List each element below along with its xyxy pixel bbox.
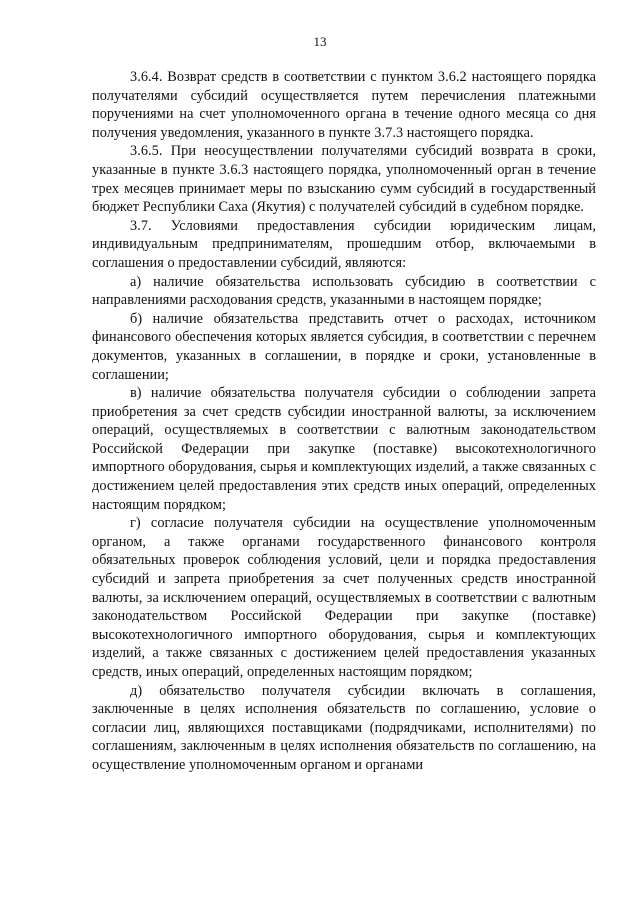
paragraph-item-b: б) наличие обязательства представить отчет о расходах, источником финансового обеспечения которых является субсидия, в соответствии с перечнем документов, указанных в соглашении, в порядке и сроки, установленные в соглашении; [92,310,596,383]
paragraph-3-7: 3.7. Условиями предоставления субсидии юридическим лицам, индивидуальным предпринимателям, прошедшим отбор, включаемыми в соглашения о предоставлении субсидий, являются: [92,217,596,271]
page-number: 13 [313,34,327,49]
paragraph-item-g: г) согласие получателя субсидии на осуществление уполномоченным органом, а также органами государственного финансового контроля обязательных проверок соблюдения условий, цели и порядка предоставления субсидий и запрета приобретения за счет полученных средств иностранной валюты, за исключением операций, осуществляемых в соответствии с валютным законодательством Российской Федерации при закупке (поставке) высокотехнологичного импортного оборудования, сырья и комплектующих изделий, а также связанных с достижением целей предоставления указанных средств, иных операций, определенных настоящим порядком; [92,515,596,680]
paragraph-3-6-5: 3.6.5. При неосуществлении получателями субсидий возврата в сроки, указанные в пункте 3.6.3 настоящего порядка, уполномоченный орган в течение трех месяцев принимает меры по взысканию сумм субсидий в государственный бюджет Республики Саха (Якутия) с получателей субсидий в судебном порядке. [92,143,596,216]
paragraph-item-v: в) наличие обязательства получателя субсидии о соблюдении запрета приобретения за счет средств субсидии иностранной валюты, за исключением операций, осуществляемых в соответствии с валютным законодательством Российской Федерации при закупке (поставке) высокотехнологичного импортного оборудования, сырья и комплектующих изделий, а также связанных с достижением целей предоставления этих средств иных операций, определенных настоящим порядком; [92,385,596,513]
paragraph-item-a: а) наличие обязательства использовать субсидию в соответствии с направлениями расходования средств, указанными в настоящем порядке; [92,273,596,309]
paragraph-item-d: д) обязательство получателя субсидии включать в соглашения, заключенные в целях исполнения обязательств по соглашению, условие о согласии лиц, являющихся поставщиками (подрядчиками, исполнителями) по соглашениям, заключенным в целях исполнения обязательств по соглашению, на осуществление уполномоченным органом и органами [92,682,596,773]
paragraph-3-6-4: 3.6.4. Возврат средств в соответствии с пунктом 3.6.2 настоящего порядка получателями субсидий осуществляется путем перечисления платежными поручениями на счет уполномоченного органа в течение одного месяца со дня получения уведомления, указанного в пункте 3.7.3 настоящего порядка. [92,69,596,141]
document-body [92,68,596,775]
